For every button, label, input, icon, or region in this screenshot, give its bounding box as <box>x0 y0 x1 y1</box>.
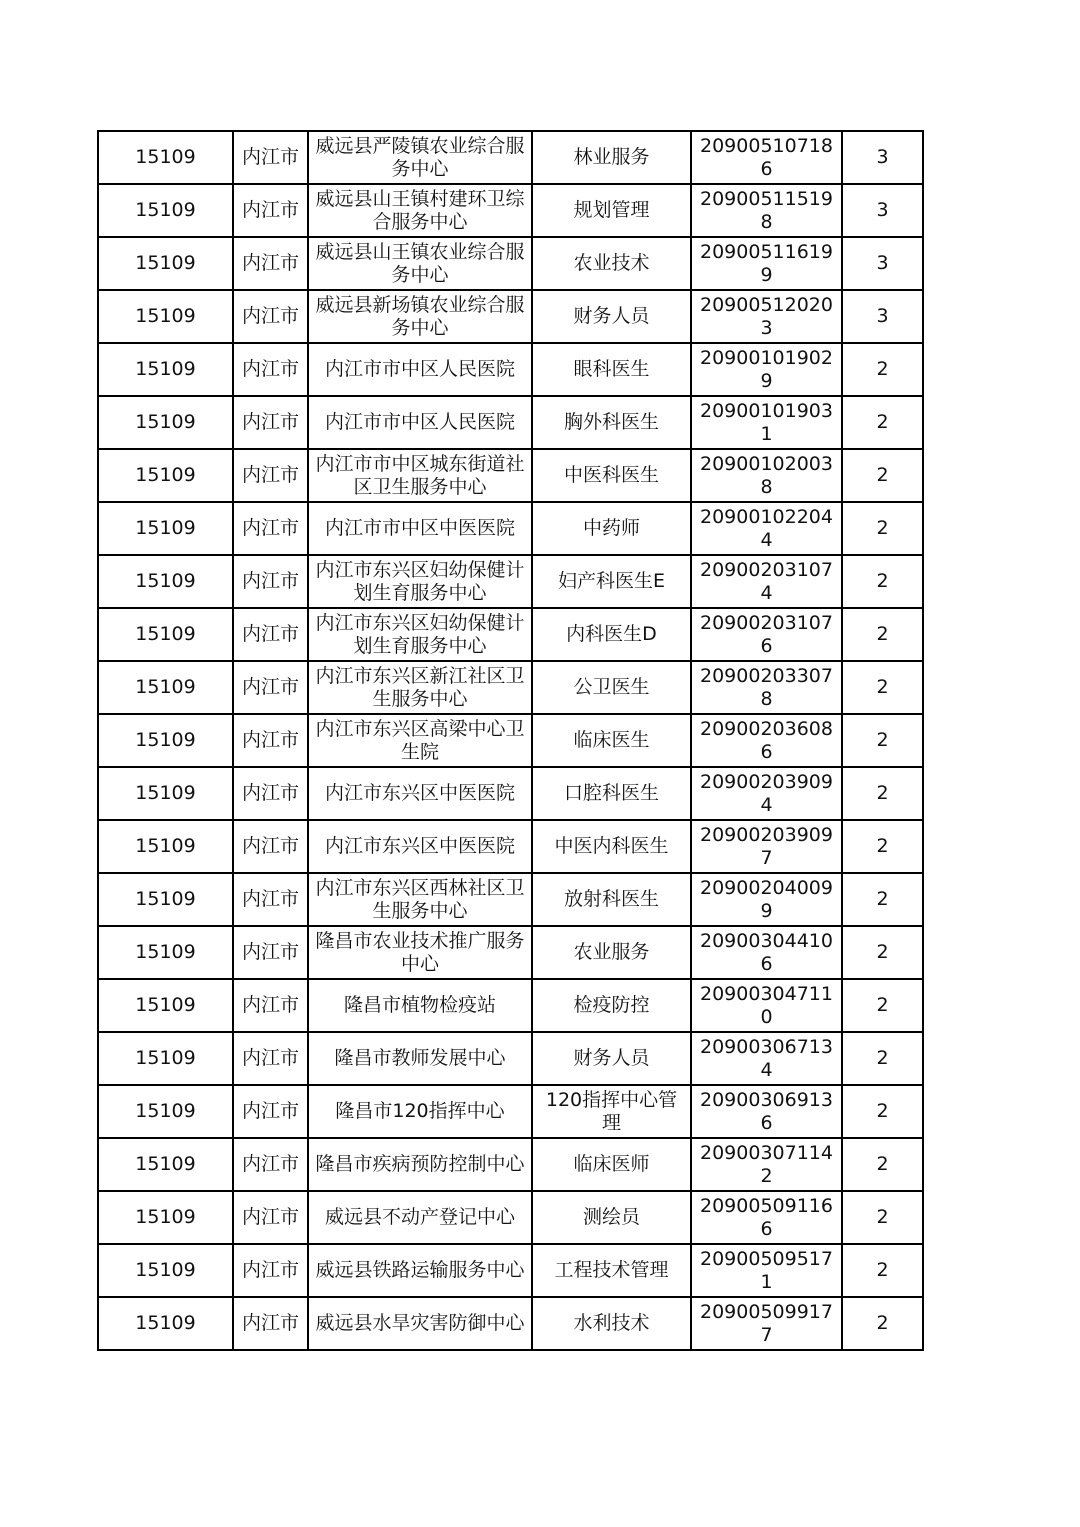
department-code-cell: 15109 <box>98 131 233 184</box>
department-code-cell: 15109 <box>98 555 233 608</box>
department-code-cell: 15109 <box>98 290 233 343</box>
city-cell: 内江市 <box>233 555 308 608</box>
employer-unit-cell: 内江市市中区城东街道社区卫生服务中心 <box>308 449 532 502</box>
position-name-cell: 工程技术管理 <box>532 1244 691 1297</box>
position-name-cell: 农业服务 <box>532 926 691 979</box>
position-code-cell: 209002033078 <box>691 661 842 714</box>
table-row <box>98 502 923 555</box>
hire-count-cell: 3 <box>842 290 923 343</box>
city-cell: 内江市 <box>233 608 308 661</box>
employer-unit-cell: 威远县严陵镇农业综合服务中心 <box>308 131 532 184</box>
department-code-cell: 15109 <box>98 1297 233 1350</box>
position-code-cell: 209002031076 <box>691 608 842 661</box>
city-cell: 内江市 <box>233 873 308 926</box>
department-code-cell: 15109 <box>98 396 233 449</box>
hire-count-cell: 2 <box>842 449 923 502</box>
department-code-cell: 15109 <box>98 873 233 926</box>
hire-count-cell: 2 <box>842 1244 923 1297</box>
hire-count-cell: 2 <box>842 1032 923 1085</box>
hire-count-cell: 2 <box>842 979 923 1032</box>
hire-count-cell: 2 <box>842 343 923 396</box>
employer-unit-cell: 内江市东兴区中医医院 <box>308 820 532 873</box>
employer-unit-cell: 隆昌市教师发展中心 <box>308 1032 532 1085</box>
position-code-cell: 209001019031 <box>691 396 842 449</box>
city-cell: 内江市 <box>233 237 308 290</box>
position-code-cell: 209005095171 <box>691 1244 842 1297</box>
employer-unit-cell: 隆昌市农业技术推广服务中心 <box>308 926 532 979</box>
department-code-cell: 15109 <box>98 237 233 290</box>
position-name-cell: 规划管理 <box>532 184 691 237</box>
table-row <box>98 290 923 343</box>
position-name-cell: 临床医师 <box>532 1138 691 1191</box>
position-name-cell: 财务人员 <box>532 290 691 343</box>
table-row <box>98 1244 923 1297</box>
city-cell: 内江市 <box>233 767 308 820</box>
city-cell: 内江市 <box>233 1191 308 1244</box>
position-code-cell: 209003047110 <box>691 979 842 1032</box>
position-code-cell: 209002036086 <box>691 714 842 767</box>
table-row <box>98 1297 923 1350</box>
department-code-cell: 15109 <box>98 714 233 767</box>
table-row <box>98 343 923 396</box>
position-name-cell: 农业技术 <box>532 237 691 290</box>
employer-unit-cell: 威远县不动产登记中心 <box>308 1191 532 1244</box>
department-code-cell: 15109 <box>98 979 233 1032</box>
employer-unit-cell: 隆昌市120指挥中心 <box>308 1085 532 1138</box>
position-name-cell: 放射科医生 <box>532 873 691 926</box>
city-cell: 内江市 <box>233 449 308 502</box>
city-cell: 内江市 <box>233 131 308 184</box>
hire-count-cell: 2 <box>842 1191 923 1244</box>
table-row <box>98 1138 923 1191</box>
department-code-cell: 15109 <box>98 343 233 396</box>
city-cell: 内江市 <box>233 979 308 1032</box>
employer-unit-cell: 内江市东兴区中医医院 <box>308 767 532 820</box>
department-code-cell: 15109 <box>98 449 233 502</box>
employer-unit-cell: 威远县山王镇农业综合服务中心 <box>308 237 532 290</box>
employer-unit-cell: 内江市东兴区妇幼保健计划生育服务中心 <box>308 608 532 661</box>
position-code-cell: 209003069136 <box>691 1085 842 1138</box>
position-code-cell: 209002039097 <box>691 820 842 873</box>
employer-unit-cell: 内江市东兴区新江社区卫生服务中心 <box>308 661 532 714</box>
department-code-cell: 15109 <box>98 767 233 820</box>
hire-count-cell: 2 <box>842 714 923 767</box>
position-name-cell: 水利技术 <box>532 1297 691 1350</box>
hire-count-cell: 2 <box>842 873 923 926</box>
employer-unit-cell: 内江市市中区人民医院 <box>308 396 532 449</box>
position-name-cell: 检疫防控 <box>532 979 691 1032</box>
table-row <box>98 1085 923 1138</box>
city-cell: 内江市 <box>233 502 308 555</box>
position-name-cell: 中医内科医生 <box>532 820 691 873</box>
hire-count-cell: 2 <box>842 396 923 449</box>
hire-count-cell: 3 <box>842 184 923 237</box>
employer-unit-cell: 内江市东兴区高梁中心卫生院 <box>308 714 532 767</box>
hire-count-cell: 2 <box>842 926 923 979</box>
position-name-cell: 财务人员 <box>532 1032 691 1085</box>
table-row <box>98 661 923 714</box>
position-code-cell: 209005091166 <box>691 1191 842 1244</box>
position-code-cell: 209002031074 <box>691 555 842 608</box>
hire-count-cell: 2 <box>842 661 923 714</box>
position-code-cell: 209002040099 <box>691 873 842 926</box>
city-cell: 内江市 <box>233 1138 308 1191</box>
department-code-cell: 15109 <box>98 184 233 237</box>
position-code-cell: 209003067134 <box>691 1032 842 1085</box>
city-cell: 内江市 <box>233 714 308 767</box>
table-row <box>98 820 923 873</box>
department-code-cell: 15109 <box>98 1191 233 1244</box>
hire-count-cell: 2 <box>842 502 923 555</box>
table-row <box>98 979 923 1032</box>
city-cell: 内江市 <box>233 1032 308 1085</box>
position-name-cell: 胸外科医生 <box>532 396 691 449</box>
department-code-cell: 15109 <box>98 926 233 979</box>
position-name-cell: 120指挥中心管理 <box>532 1085 691 1138</box>
position-code-cell: 209005107186 <box>691 131 842 184</box>
city-cell: 内江市 <box>233 1244 308 1297</box>
hire-count-cell: 2 <box>842 1297 923 1350</box>
table-row <box>98 237 923 290</box>
position-code-cell: 209003071142 <box>691 1138 842 1191</box>
hire-count-cell: 2 <box>842 1138 923 1191</box>
position-name-cell: 公卫医生 <box>532 661 691 714</box>
city-cell: 内江市 <box>233 661 308 714</box>
table-row <box>98 1032 923 1085</box>
position-code-cell: 209005116199 <box>691 237 842 290</box>
table-row <box>98 396 923 449</box>
position-code-cell: 209001019029 <box>691 343 842 396</box>
department-code-cell: 15109 <box>98 1138 233 1191</box>
position-name-cell: 眼科医生 <box>532 343 691 396</box>
position-code-cell: 209005115198 <box>691 184 842 237</box>
city-cell: 内江市 <box>233 343 308 396</box>
city-cell: 内江市 <box>233 290 308 343</box>
table-row <box>98 767 923 820</box>
city-cell: 内江市 <box>233 184 308 237</box>
employer-unit-cell: 内江市东兴区西林社区卫生服务中心 <box>308 873 532 926</box>
employer-unit-cell: 内江市市中区人民医院 <box>308 343 532 396</box>
department-code-cell: 15109 <box>98 608 233 661</box>
table-row <box>98 873 923 926</box>
position-name-cell: 口腔科医生 <box>532 767 691 820</box>
employer-unit-cell: 隆昌市植物检疫站 <box>308 979 532 1032</box>
employer-unit-cell: 威远县铁路运输服务中心 <box>308 1244 532 1297</box>
table-row <box>98 555 923 608</box>
position-name-cell: 中医科医生 <box>532 449 691 502</box>
hire-count-cell: 2 <box>842 1085 923 1138</box>
department-code-cell: 15109 <box>98 820 233 873</box>
table-row <box>98 131 923 184</box>
position-code-cell: 209001022044 <box>691 502 842 555</box>
position-code-cell: 209002039094 <box>691 767 842 820</box>
city-cell: 内江市 <box>233 926 308 979</box>
hire-count-cell: 2 <box>842 608 923 661</box>
employer-unit-cell: 内江市市中区中医医院 <box>308 502 532 555</box>
position-code-cell: 209005099177 <box>691 1297 842 1350</box>
position-name-cell: 中药师 <box>532 502 691 555</box>
table-row <box>98 926 923 979</box>
position-code-cell: 209005120203 <box>691 290 842 343</box>
employer-unit-cell: 隆昌市疾病预防控制中心 <box>308 1138 532 1191</box>
city-cell: 内江市 <box>233 396 308 449</box>
position-name-cell: 内科医生D <box>532 608 691 661</box>
position-name-cell: 妇产科医生E <box>532 555 691 608</box>
position-name-cell: 测绘员 <box>532 1191 691 1244</box>
department-code-cell: 15109 <box>98 661 233 714</box>
department-code-cell: 15109 <box>98 1085 233 1138</box>
hire-count-cell: 3 <box>842 237 923 290</box>
hire-count-cell: 2 <box>842 767 923 820</box>
hire-count-cell: 2 <box>842 555 923 608</box>
city-cell: 内江市 <box>233 1297 308 1350</box>
table-row <box>98 608 923 661</box>
department-code-cell: 15109 <box>98 1032 233 1085</box>
employer-unit-cell: 威远县新场镇农业综合服务中心 <box>308 290 532 343</box>
position-name-cell: 林业服务 <box>532 131 691 184</box>
department-code-cell: 15109 <box>98 1244 233 1297</box>
city-cell: 内江市 <box>233 1085 308 1138</box>
city-cell: 内江市 <box>233 820 308 873</box>
hire-count-cell: 2 <box>842 820 923 873</box>
employer-unit-cell: 威远县水旱灾害防御中心 <box>308 1297 532 1350</box>
table-row <box>98 1191 923 1244</box>
position-code-cell: 209003044106 <box>691 926 842 979</box>
position-code-cell: 209001020038 <box>691 449 842 502</box>
recruitment-table <box>97 130 924 1351</box>
hire-count-cell: 3 <box>842 131 923 184</box>
table-row <box>98 184 923 237</box>
position-name-cell: 临床医生 <box>532 714 691 767</box>
department-code-cell: 15109 <box>98 502 233 555</box>
employer-unit-cell: 内江市东兴区妇幼保健计划生育服务中心 <box>308 555 532 608</box>
table-body <box>98 131 923 1350</box>
table-row <box>98 714 923 767</box>
employer-unit-cell: 威远县山王镇村建环卫综合服务中心 <box>308 184 532 237</box>
table-row <box>98 449 923 502</box>
